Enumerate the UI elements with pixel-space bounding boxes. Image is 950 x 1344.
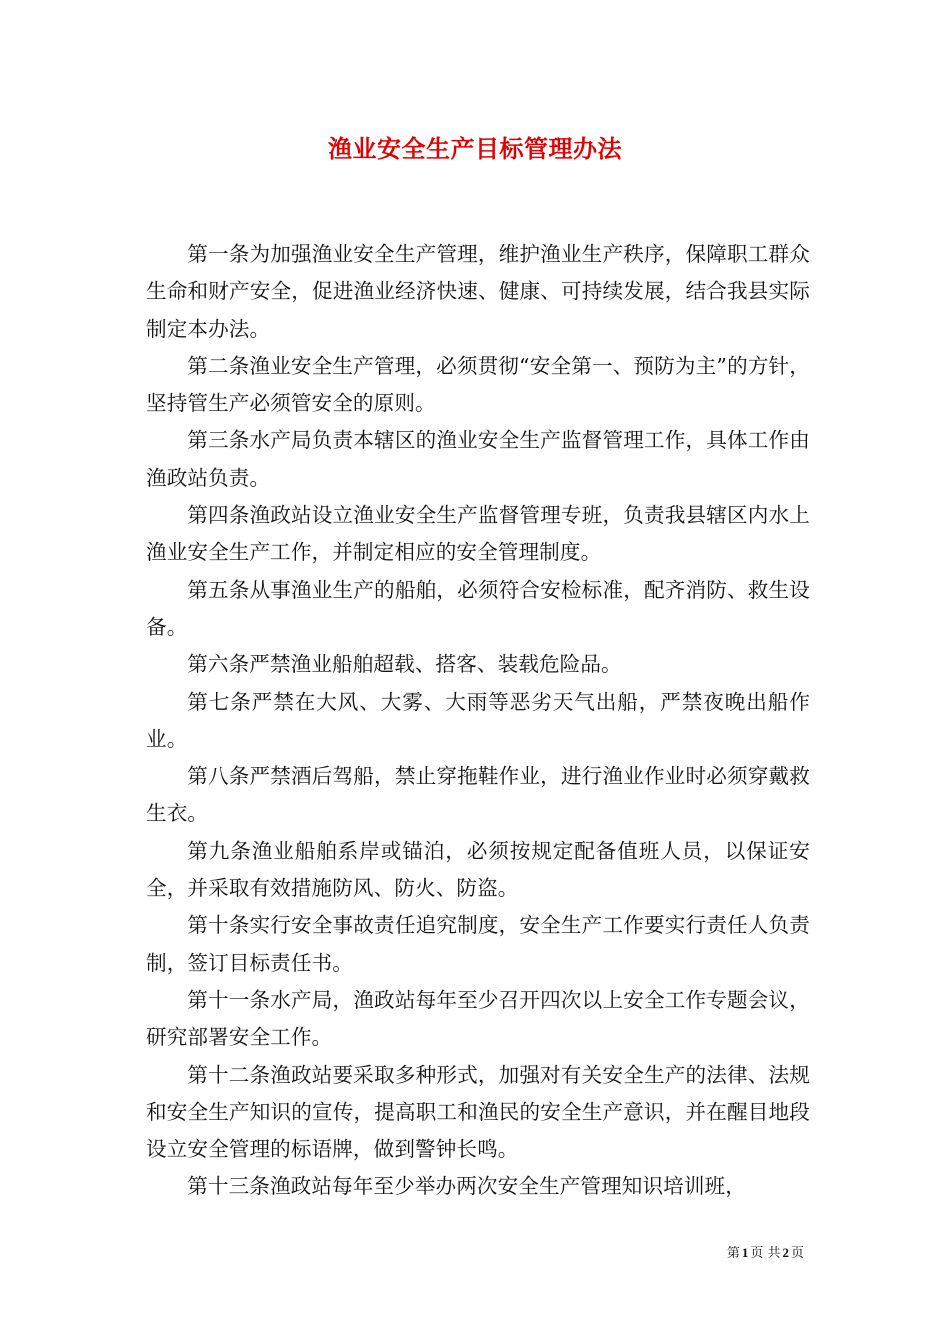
footer-current-page: 1 xyxy=(741,1245,749,1260)
article-6: 第六条严禁渔业船舶超载、搭客、装载危险品。 xyxy=(187,652,622,677)
footer-prefix: 第 xyxy=(726,1246,740,1261)
footer-middle: 页 共 xyxy=(750,1246,781,1261)
document-title: 渔业安全生产目标管理办法 xyxy=(328,134,622,163)
page-footer xyxy=(727,1244,804,1263)
article-5: 第五条从事渔业生产的船舶，必须符合安检标准，配齐消防、救生设备。 xyxy=(146,577,810,639)
article-4: 第四条渔政站设立渔业安全生产监督管理专班，负责我县辖区内水上渔业安全生产工作，并制定相应的安全管理制度。 xyxy=(146,503,810,565)
article-9: 第九条渔业船舶系岸或锚泊，必须按规定配备值班人员，以保证安全，并采取有效措施防风、防火、防盗。 xyxy=(146,838,810,901)
article-8: 第八条严禁酒后驾船，禁止穿拖鞋作业，进行渔业作业时必须穿戴救生衣。 xyxy=(146,764,810,826)
article-7: 第七条严禁在大风、大雾、大雨等恶劣天气出船，严禁夜晚出船作业。 xyxy=(146,689,810,751)
article-12: 第十二条渔政站要采取多种形式，加强对有关安全生产的法律、法规和安全生产知识的宣传，提高职工和渔民的安全生产意识，并在醒目地段设立安全管理的标语牌，做到警钟长鸣。 xyxy=(146,1062,810,1162)
footer-suffix: 页 xyxy=(790,1246,804,1261)
article-1: 第一条为加强渔业安全生产管理，维护渔业生产秩序，保障职工群众生命和财产安全，促进渔业经济快速、健康、可持续发展，结合我县实际制定本办法。 xyxy=(146,242,810,341)
footer-total-pages: 2 xyxy=(782,1245,789,1260)
article-13: 第十三条渔政站每年至少举办两次安全生产管理知识培训班， xyxy=(187,1174,746,1199)
article-2: 第二条渔业安全生产管理，必须贯彻“安全第一、预防为主”的方针，坚持管生产必须管安全的原则。 xyxy=(146,353,810,416)
article-3: 第三条水产局负责本辖区的渔业安全生产监督管理工作，具体工作由渔政站负责。 xyxy=(146,428,810,490)
document-body xyxy=(146,236,810,1206)
article-10: 第十条实行安全事故责任追究制度，安全生产工作要实行责任人负责制，签订目标责任书。 xyxy=(146,913,810,975)
article-11: 第十一条水产局，渔政站每年至少召开四次以上安全工作专题会议，研究部署安全工作。 xyxy=(146,987,810,1050)
